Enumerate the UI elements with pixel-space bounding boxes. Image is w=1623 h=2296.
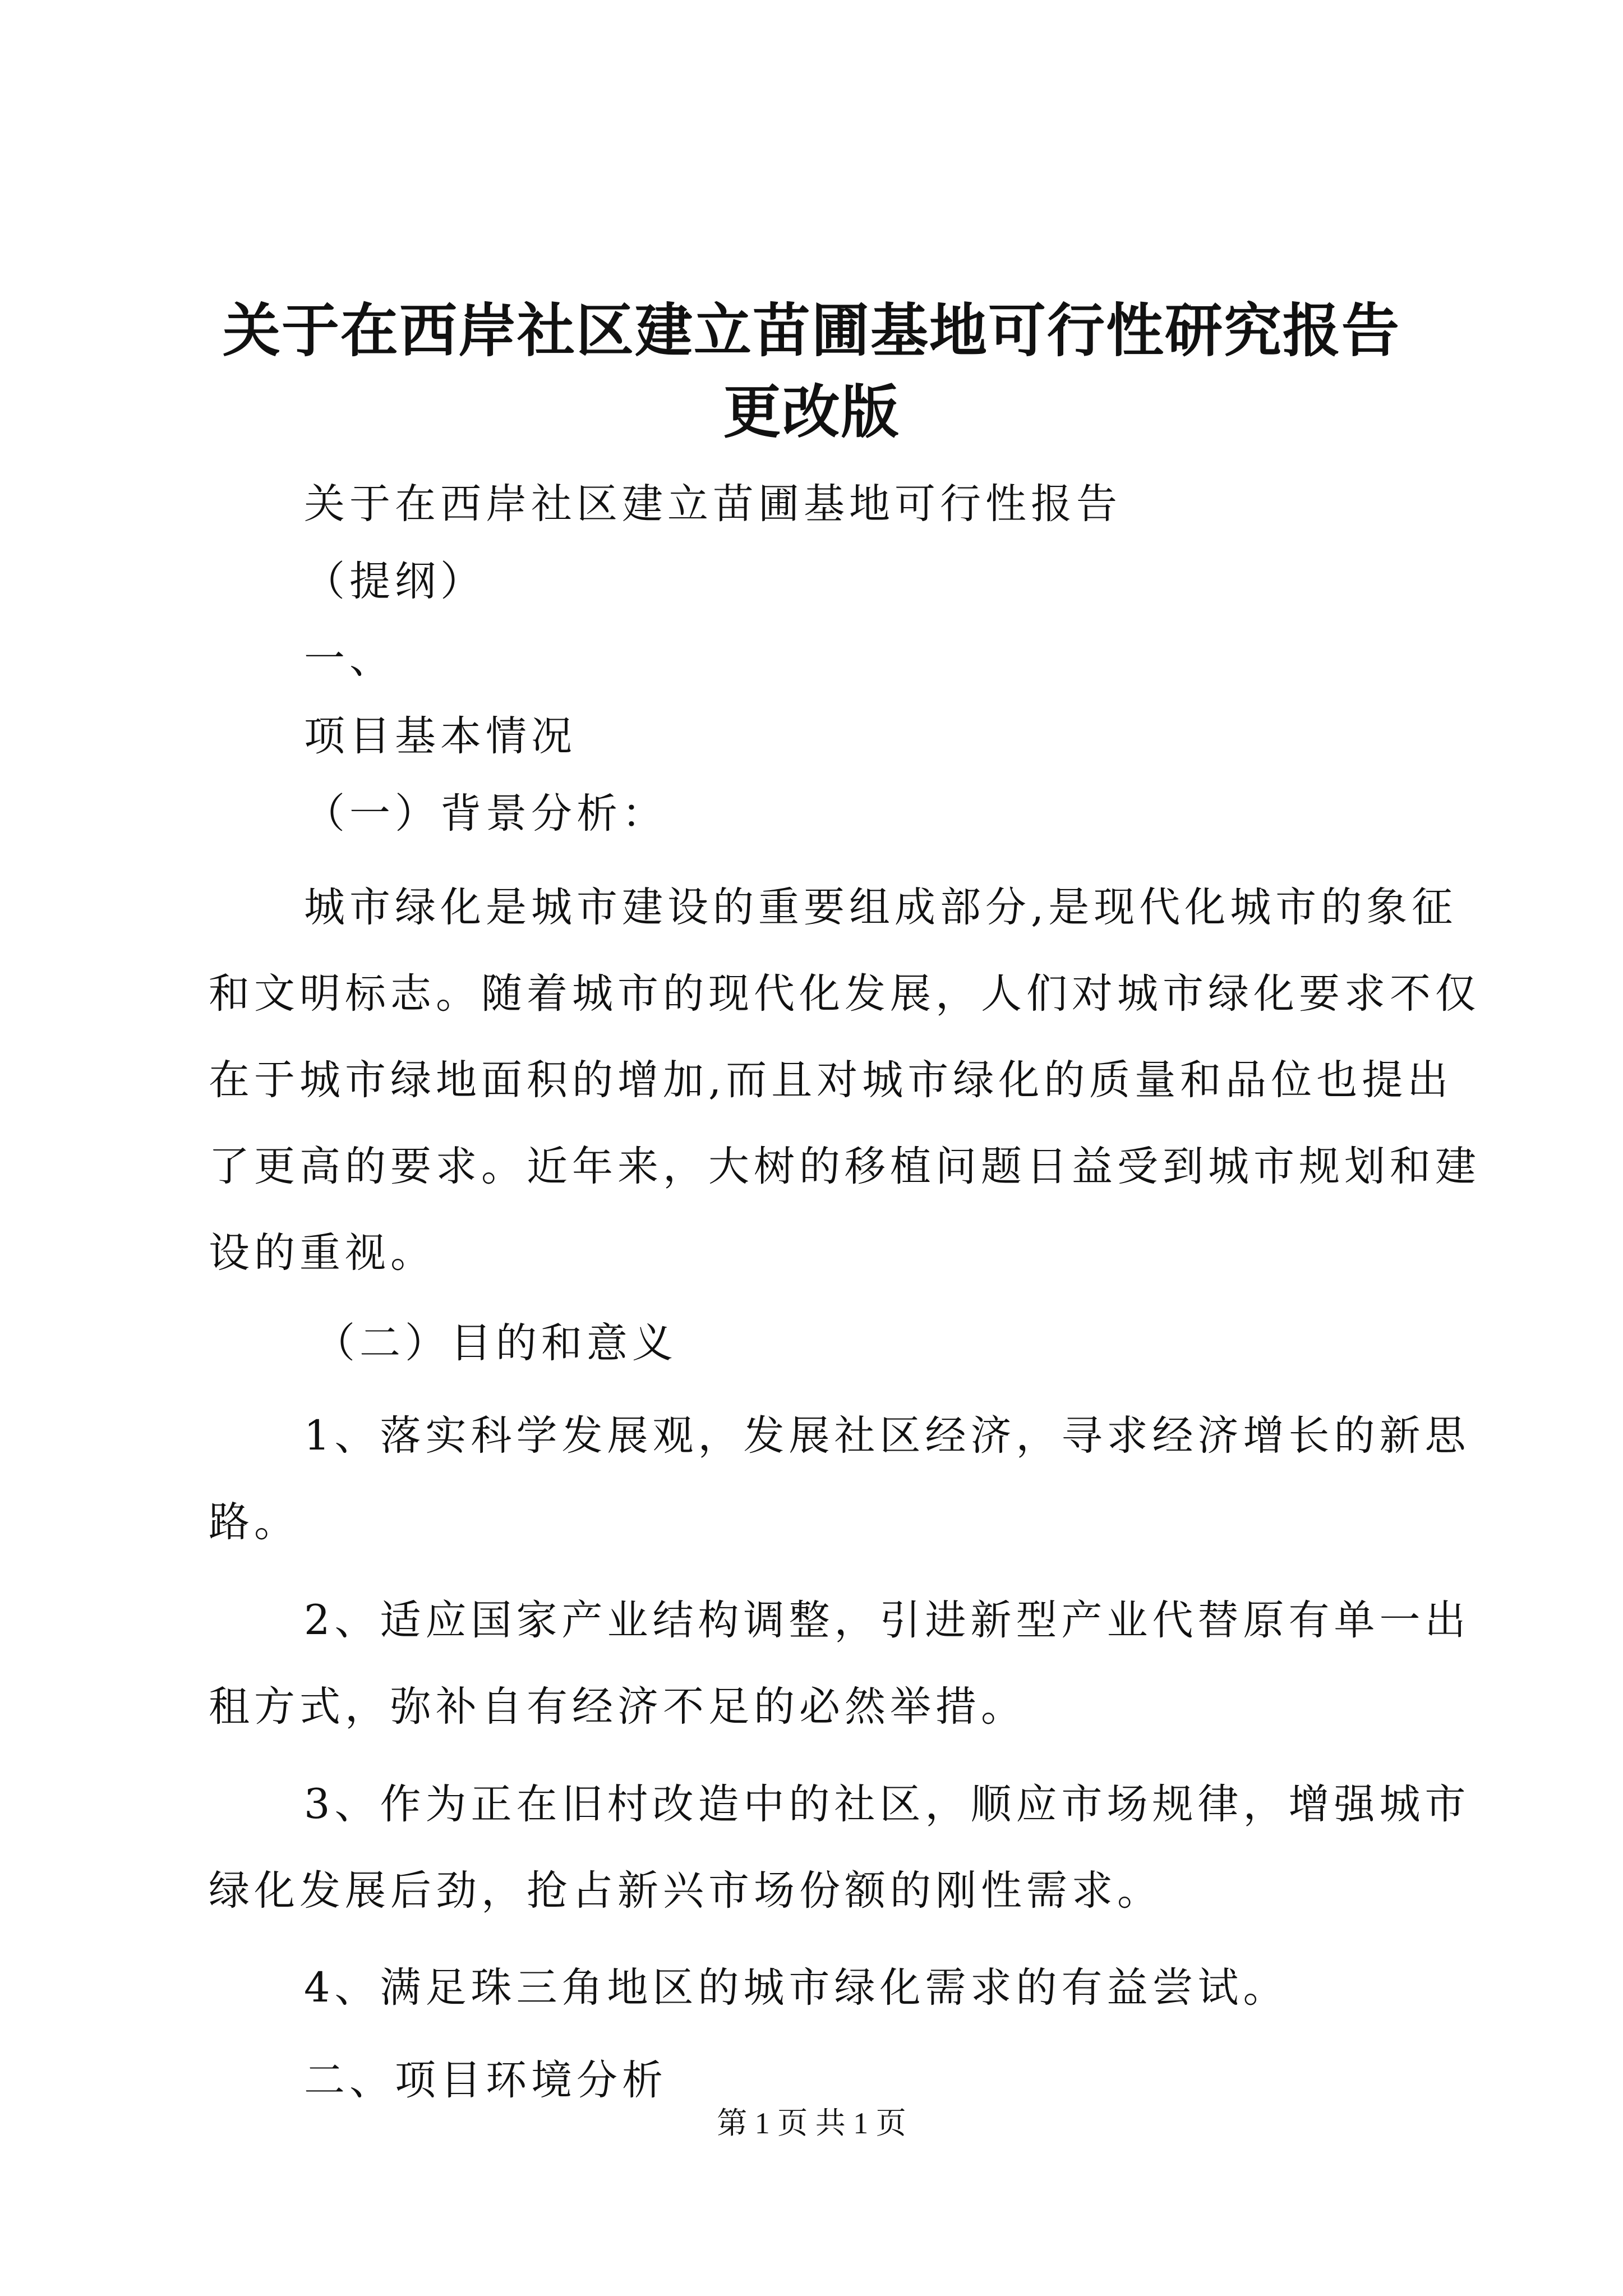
list-item-1: 1、落实科学发展观，发展社区经济，寻求经济增长的新思 [304, 1412, 1470, 1460]
list-item-3-cont: 绿化发展后劲，抢占新兴市场份额的刚性需求。 [209, 1867, 1163, 1915]
document-title-line-2: 更改版 [723, 378, 900, 446]
paragraph-line: 和文明标志。随着城市的现代化发展，人们对城市绿化要求不仅 [209, 970, 1481, 1018]
list-item-2: 2、适应国家产业结构调整，引进新型产业代替原有单一出 [304, 1596, 1470, 1644]
outline-note: （提纲） [304, 558, 486, 605]
paragraph-line: 设的重视。 [209, 1229, 436, 1277]
section-number-1: 一、 [304, 635, 395, 683]
list-item-3: 3、作为正在旧村改造中的社区，顺应市场规律，增强城市 [304, 1780, 1470, 1828]
list-item-2-cont: 租方式，弥补自有经济不足的必然举措。 [209, 1683, 1026, 1731]
paragraph-line: 在于城市绿地面积的增加,而且对城市绿化的质量和品位也提出 [209, 1056, 1453, 1104]
page-footer: 第 1 页 共 1 页 [717, 2106, 906, 2140]
paragraph-line: 城市绿化是城市建设的重要组成部分,是现代化城市的象征 [304, 884, 1458, 931]
subtitle-line: 关于在西岸社区建立苗圃基地可行性报告 [304, 480, 1122, 528]
list-item-1-cont: 路。 [209, 1498, 299, 1546]
section-heading-1: 项目基本情况 [304, 712, 577, 760]
document-title-line-1: 关于在西岸社区建立苗圃基地可行性研究报告 [223, 297, 1400, 365]
list-item-4: 4、满足珠三角地区的城市绿化需求的有益尝试。 [304, 1964, 1289, 2012]
paragraph-line: 了更高的要求。近年来，大树的移植问题日益受到城市规划和建 [209, 1143, 1481, 1190]
subsection-heading-2: （二）目的和意义 [314, 1319, 677, 1367]
subsection-heading-1: （一）背景分析： [304, 790, 667, 838]
section-heading-2: 二、项目环境分析 [304, 2056, 667, 2104]
